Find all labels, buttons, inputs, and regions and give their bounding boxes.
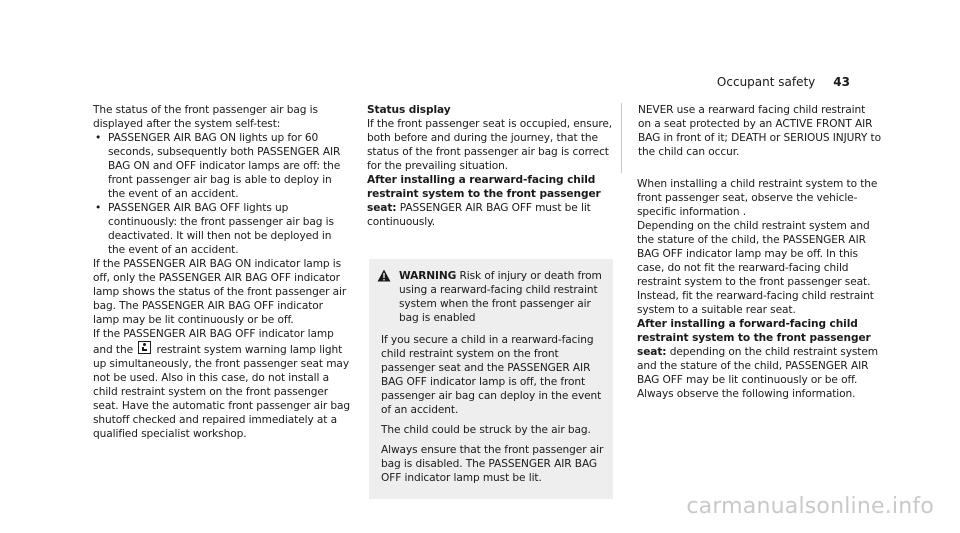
status-heading: Status display [367,104,451,116]
after-text: PASSENGER AIR BAG OFF must be lit continuously. [367,202,591,228]
warning-head-text: Risk of injury or death from using a rearward-facing child restraint system when the front passenger air bag is enabled [399,270,602,324]
paragraph-end: restraint system warning lamp light up simultaneously, the front passenger seat may not be used. Also in this case, do not install a child restraint system on the front passenger seat. Have the automatic front passenger air bag shutoff checked and repaired immediately at a qualified specialist workshop. [93,344,351,440]
warning-body [377,333,605,485]
column-middle [367,103,617,499]
forward-text: depending on the child restraint system and the stature of the child, PASSENGER AIR BAG OFF may be lit continuously or be off. [637,346,878,386]
forward-heading: After installing a forward-facing child restraint system to the front passenger seat: [637,318,871,358]
warning-heading [399,269,605,325]
notice-text: NEVER use a rearward facing child restraint on a seat protected by an ACTIVE FRONT AIR BAG in front of it; DEATH or SERIOUS INJURY to the child can occur. [638,104,881,158]
warning-label: WARNING [399,270,457,282]
after-install-paragraph [367,173,617,229]
status-list [93,131,351,257]
paragraph [93,327,351,441]
watermark: carmanualsonline.info [686,494,934,519]
list-item: • PASSENGER AIR BAG OFF lights up continuously: the front passenger air bag is deactivated. It will then not be deployed in the event of an accident. [93,201,351,257]
list-item: • PASSENGER AIR BAG ON lights up for 60 seconds, subsequently both PASSENGER AIR BAG ON and OFF indicator lamps are off: the front passenger air bag is able to deploy in the event of an accident. [93,131,351,201]
after-heading: After installing a rearward-facing child restraint system to the front passenger seat: [367,174,601,214]
page-number: 43 [833,75,850,89]
paragraph: Always observe the following information. [637,388,856,400]
forward-install-paragraph [637,317,881,387]
paragraph: Instead, fit the rearward-facing child restraint system to a suitable rear seat. [637,290,874,316]
seat-belt-warning-icon [138,341,151,354]
paragraph-start: If the PASSENGER AIR BAG OFF indicator lamp and the [93,328,334,356]
paragraph: Depending on the child restraint system and the stature of the child, the PASSENGER AIR BAG OFF indicator lamp may be off. In this case, do not fit the rearward-facing child restraint system to the front passenger seat. [637,220,871,288]
section-title: Occupant safety [716,75,816,89]
status-text: If the front passenger seat is occupied, ensure, both before and during the journey, that the status of the front passenger air bag is correct for the prevailing situation. [367,118,613,172]
warning-paragraph: If you secure a child in a rearward-facing child restraint system on the front passenger seat and the PASSENGER AIR BAG OFF indicator lamp is off, the front passenger air bag can deploy in the event of an accident. [381,334,602,416]
column-left [93,103,351,441]
warning-box [369,259,613,499]
intro-text: The status of the front passenger air bag is displayed after the system self-test: [93,104,318,130]
column-right [637,103,881,401]
paragraph: When installing a child restraint system to the front passenger seat, observe the vehicle-specific information . [637,178,878,218]
warning-paragraph: Always ensure that the front passenger air bag is disabled. The PASSENGER AIR BAG OFF indicator lamp must be lit. [381,444,604,484]
warning-paragraph: The child could be struck by the air bag. [381,424,591,436]
notice-box [621,103,881,173]
warning-triangle-icon [377,269,399,286]
paragraph: If the PASSENGER AIR BAG ON indicator lamp is off, only the PASSENGER AIR BAG OFF indicator lamp shows the status of the front passenger air bag. The PASSENGER AIR BAG OFF indicator lamp may be lit continuously or be off. [93,258,347,326]
page-header [717,75,850,89]
warning-header [377,269,605,325]
